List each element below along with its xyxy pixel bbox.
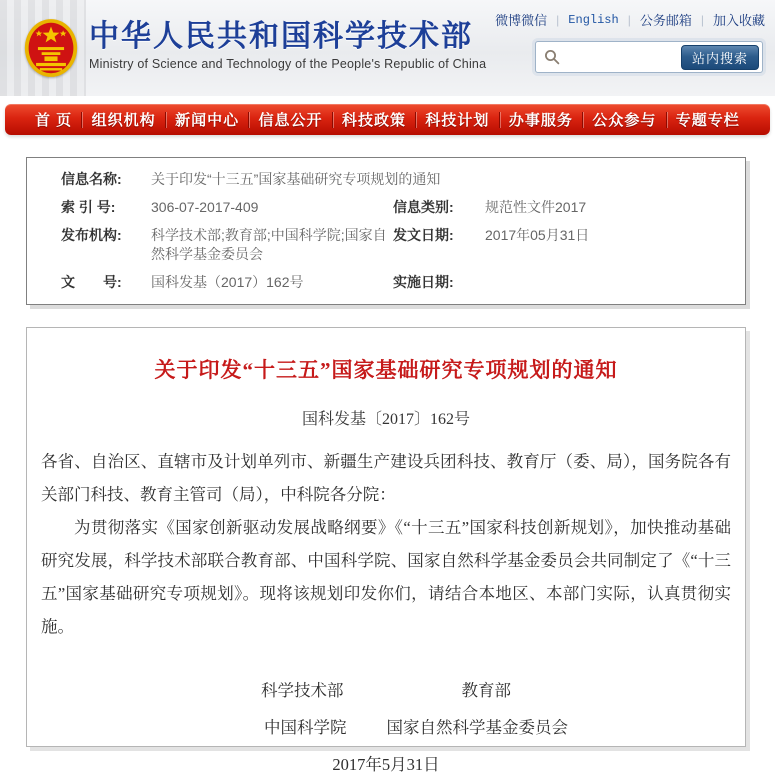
document-paragraph-salutation: 各省、自治区、直辖市及计划单列市、新疆生产建设兵团科技、教育厅（委、局），国务院各有关部门科技、教育主管司（局），中科院各分院：: [41, 452, 731, 504]
link-separator: |: [627, 12, 631, 27]
nav-separator: [165, 112, 166, 128]
site-header: [0, 0, 775, 96]
info-value-doc-number: 国科发基（2017）162号: [151, 274, 304, 290]
nav-separator: [415, 112, 416, 128]
signature-nsfc: 国家自然科学基金委员会: [386, 718, 568, 737]
nav-separator: [332, 112, 333, 128]
nav-separator: [499, 112, 500, 128]
top-utility-links: [495, 10, 765, 29]
link-english[interactable]: English: [568, 12, 619, 27]
link-weibo-wechat[interactable]: 微博微信: [495, 13, 548, 28]
info-value-index-no: 306-07-2017-409: [151, 199, 259, 215]
info-value-name: 关于印发“十三五”国家基础研究专项规划的通知: [151, 171, 441, 187]
nav-separator: [582, 112, 583, 128]
site-search: [535, 41, 763, 73]
signature-moe: 教育部: [461, 681, 511, 700]
nav-item-sci-programs[interactable]: 科技计划: [425, 112, 490, 129]
link-add-favorite[interactable]: 加入收藏: [712, 13, 765, 28]
signature-most: 科学技术部: [261, 681, 344, 700]
nav-item-sci-policy[interactable]: 科技政策: [341, 112, 406, 129]
nav-separator: [248, 112, 249, 128]
signature-date: 2017年5月31日: [332, 755, 440, 774]
info-value-issuing-agency: 科学技术部;教育部;中国科学院;国家自然科学基金委员会: [151, 227, 387, 262]
signature-block: [41, 677, 731, 775]
link-official-mail[interactable]: 公务邮箱: [639, 13, 692, 28]
nav-separator: [81, 112, 82, 128]
info-label-issue-date: 发文日期:: [393, 227, 454, 243]
nav-item-special-topics[interactable]: 专题专栏: [675, 112, 740, 129]
site-logo[interactable]: [23, 17, 486, 79]
info-label-index-no: 索 引 号:: [61, 199, 116, 215]
info-label-category: 信息类别:: [393, 199, 454, 215]
main-nav: [5, 104, 770, 135]
info-label-issuing-agency: 发布机构:: [61, 227, 122, 243]
document-title: 关于印发“十三五”国家基础研究专项规划的通知: [154, 358, 618, 382]
site-title: 中华人民共和国科学技术部: [89, 20, 473, 53]
document-paragraph-body: 为贯彻落实《国家创新驱动发展战略纲要》《“十三五”国家科技创新规划》，加快推动基础研究发展，科学技术部联合教育部、中国科学院、国家自然科学基金委员会共同制定了《“十三五”国家基础研究专项规划》。现将该规划印发你们，请结合本地区、本部门实际，认真贯彻实施。: [41, 518, 731, 636]
signature-cas: 中国科学院: [264, 718, 347, 737]
document-info-panel: [26, 157, 746, 305]
nav-separator: [666, 112, 667, 128]
link-separator: |: [700, 12, 704, 27]
site-subtitle: Ministry of Science and Technology of the People's Republic of China: [89, 57, 487, 71]
document-content-panel: [26, 327, 746, 774]
site-search-button[interactable]: 站内搜索: [681, 45, 759, 70]
info-label-name: 信息名称:: [61, 171, 122, 187]
nav-item-home[interactable]: 首 页: [35, 112, 73, 129]
nav-item-info-disclosure[interactable]: 信息公开: [258, 112, 323, 129]
nav-item-organization[interactable]: 组织机构: [91, 112, 156, 129]
nav-item-news-center[interactable]: 新闻中心: [175, 112, 240, 129]
document-number: 国科发基〔2017〕162号: [301, 411, 470, 428]
national-emblem-icon: [23, 17, 79, 79]
nav-item-services[interactable]: 办事服务: [508, 112, 573, 129]
search-input[interactable]: [560, 45, 681, 69]
info-label-doc-number: 文 号:: [61, 274, 122, 290]
nav-item-public-participation[interactable]: 公众参与: [592, 112, 657, 129]
info-label-effective-date: 实施日期:: [393, 274, 454, 290]
info-value-category: 规范性文件2017: [485, 199, 587, 215]
search-icon: [544, 49, 560, 65]
link-separator: |: [556, 12, 560, 27]
info-value-issue-date: 2017年05月31日: [485, 227, 590, 243]
